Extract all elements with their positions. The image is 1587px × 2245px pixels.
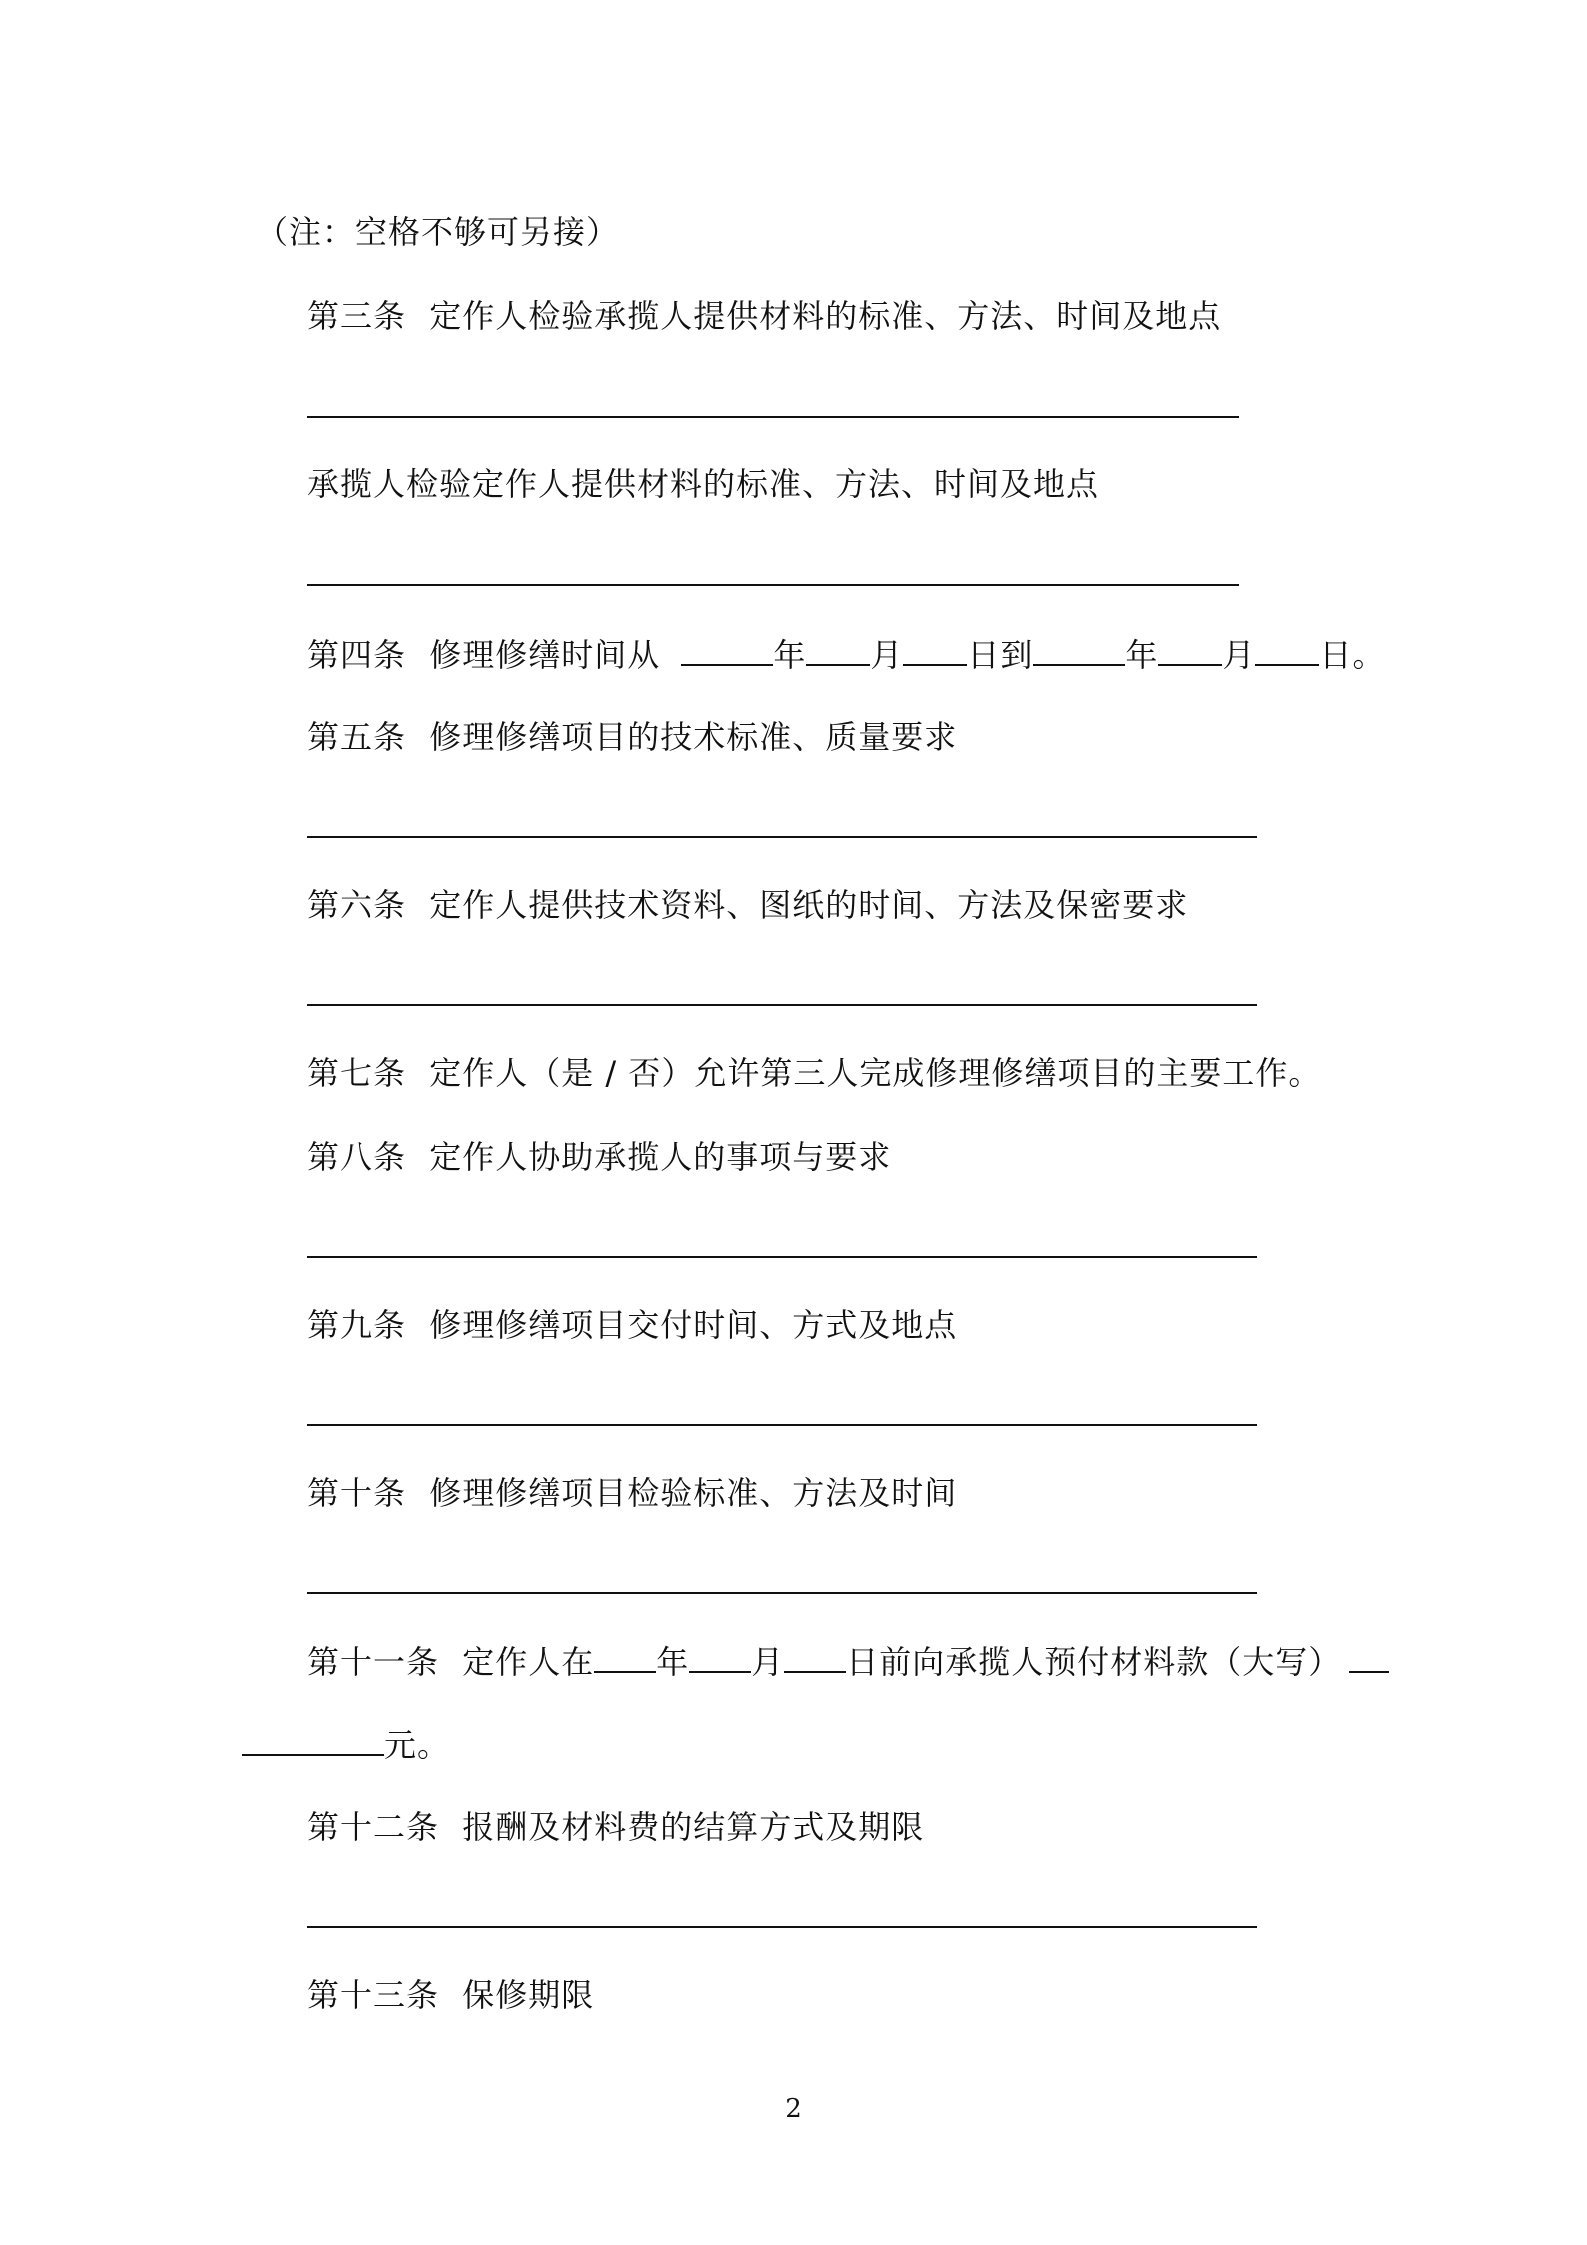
- article-3-text: 定作人检验承揽人提供材料的标准、方法、时间及地点: [429, 297, 1222, 335]
- end-month-unit: 月: [1222, 636, 1256, 674]
- article-8-text: 定作人协助承揽人的事项与要求: [429, 1138, 892, 1176]
- prepay-day-blank: [784, 1641, 846, 1673]
- article-6-label: 第六条: [307, 886, 407, 924]
- article-9-text: 修理修缮项目交付时间、方式及地点: [429, 1306, 958, 1344]
- article-7-text: 定作人（是 / 否）允许第三人完成修理修缮项目的主要工作。: [429, 1054, 1322, 1092]
- article-7: [307, 1053, 1321, 1093]
- article-8: [307, 1137, 891, 1177]
- article-6: [307, 885, 1188, 925]
- start-day-blank: [903, 634, 967, 666]
- fill-in-line-article-3-sub: [307, 584, 1239, 586]
- article-11-text: 定作人在: [462, 1643, 595, 1681]
- article-10-label: 第十条: [307, 1474, 407, 1512]
- prepay-amount-blank: [242, 1724, 384, 1756]
- page-number: 2: [785, 2094, 802, 2124]
- end-year-blank: [1033, 634, 1125, 666]
- article-13-text: 保修期限: [462, 1976, 595, 2014]
- article-5-label: 第五条: [307, 718, 407, 756]
- article-11-continued: [242, 1724, 450, 1765]
- article-5-text: 修理修缮项目的技术标准、质量要求: [429, 718, 958, 756]
- note-text: （注：空格不够可另接）: [256, 213, 620, 251]
- article-12-label: 第十二条: [307, 1808, 440, 1846]
- article-11: [307, 1641, 1389, 1682]
- article-3-label: 第三条: [307, 297, 407, 335]
- article-10: [307, 1473, 957, 1513]
- article-5: [307, 717, 957, 757]
- article-11-label: 第十一条: [307, 1643, 440, 1681]
- article-4-label: 第四条: [307, 636, 407, 674]
- end-day-unit: 日。: [1319, 636, 1386, 674]
- article-7-label: 第七条: [307, 1054, 407, 1092]
- fill-in-line-article-12: [307, 1926, 1257, 1928]
- article-4-text: 修理修缮时间从: [429, 636, 661, 674]
- fill-in-line-article-3: [307, 416, 1239, 418]
- start-day-unit: 日到: [967, 636, 1034, 674]
- article-10-text: 修理修缮项目检验标准、方法及时间: [429, 1474, 958, 1512]
- article-13-label: 第十三条: [307, 1976, 440, 2014]
- fill-in-line-article-9: [307, 1424, 1257, 1426]
- article-4: [307, 634, 1385, 675]
- prepay-year-blank: [594, 1641, 656, 1673]
- start-year-unit: 年: [773, 636, 807, 674]
- article-11-rest: 日前向承揽人预付材料款（大写）: [846, 1643, 1342, 1681]
- fill-in-line-article-8: [307, 1256, 1257, 1258]
- article-3-sub-text: 承揽人检验定作人提供材料的标准、方法、时间及地点: [307, 465, 1100, 503]
- start-month-unit: 月: [870, 636, 904, 674]
- prepay-year-unit: 年: [656, 1643, 690, 1681]
- prepay-month-blank: [689, 1641, 751, 1673]
- fill-in-line-article-5: [307, 836, 1257, 838]
- article-12-text: 报酬及材料费的结算方式及期限: [462, 1808, 925, 1846]
- article-12: [307, 1807, 924, 1847]
- article-13: [307, 1975, 594, 2015]
- article-9-label: 第九条: [307, 1306, 407, 1344]
- article-9: [307, 1305, 957, 1345]
- article-6-text: 定作人提供技术资料、图纸的时间、方法及保密要求: [429, 886, 1189, 924]
- start-month-blank: [806, 634, 870, 666]
- prepay-month-unit: 月: [751, 1643, 785, 1681]
- fill-in-line-article-6: [307, 1004, 1257, 1006]
- end-month-blank: [1158, 634, 1222, 666]
- article-11-end: 元。: [384, 1726, 451, 1764]
- end-year-unit: 年: [1125, 636, 1159, 674]
- end-day-blank: [1255, 634, 1319, 666]
- fill-in-line-article-10: [307, 1592, 1257, 1594]
- prepay-amount-blank-start: [1349, 1641, 1389, 1673]
- article-8-label: 第八条: [307, 1138, 407, 1176]
- start-year-blank: [681, 634, 773, 666]
- article-3: [307, 296, 1221, 336]
